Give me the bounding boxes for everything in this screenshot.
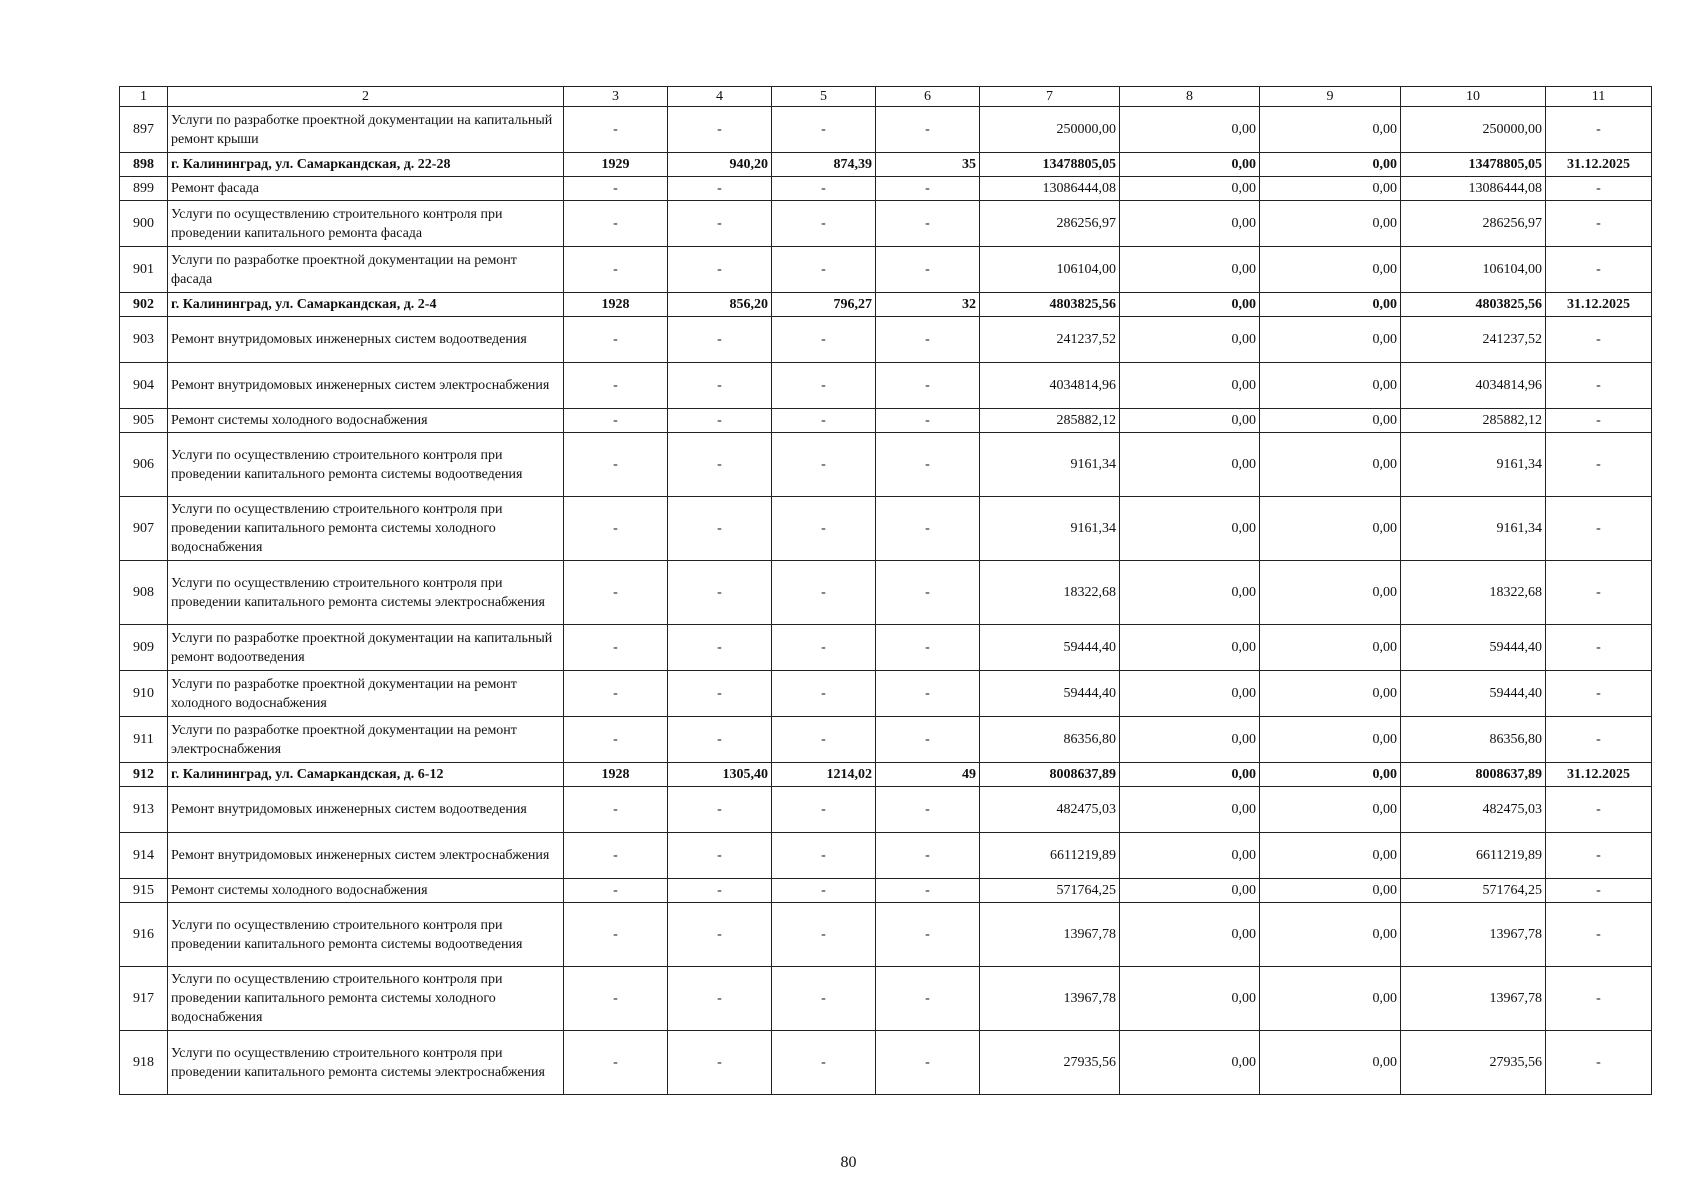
completion-date-cell: - <box>1546 497 1652 561</box>
area-total-cell: - <box>668 363 772 409</box>
area-total-cell: - <box>668 787 772 833</box>
row-number-cell: 897 <box>120 107 168 153</box>
cost-other-cell: 0,00 <box>1260 671 1401 717</box>
cost-other-cell: 0,00 <box>1260 409 1401 433</box>
cost-capital-repair-cell: 4803825,56 <box>1401 293 1546 317</box>
cost-fund-cell: 0,00 <box>1120 903 1260 967</box>
residents-cell: - <box>876 787 980 833</box>
table-row <box>120 1031 1652 1095</box>
area-total-cell: - <box>668 409 772 433</box>
description-cell: Услуги по осуществлению строительного контроля при проведении капитального ремонта системы холодного водоснабжения <box>168 497 564 561</box>
column-number-row <box>120 87 1652 107</box>
cost-capital-repair-cell: 285882,12 <box>1401 409 1546 433</box>
residents-cell: - <box>876 967 980 1031</box>
cost-total-cell: 4803825,56 <box>980 293 1120 317</box>
cost-fund-cell: 0,00 <box>1120 201 1260 247</box>
cost-other-cell: 0,00 <box>1260 247 1401 293</box>
cost-capital-repair-cell: 13967,78 <box>1401 903 1546 967</box>
description-cell: Ремонт внутридомовых инженерных систем электроснабжения <box>168 363 564 409</box>
completion-date-cell: - <box>1546 787 1652 833</box>
area-total-cell: - <box>668 671 772 717</box>
completion-date-cell: - <box>1546 363 1652 409</box>
cost-other-cell: 0,00 <box>1260 433 1401 497</box>
cost-total-cell: 285882,12 <box>980 409 1120 433</box>
area-living-cell: 1214,02 <box>772 763 876 787</box>
year-cell: - <box>564 201 668 247</box>
year-cell: 1928 <box>564 763 668 787</box>
cost-fund-cell: 0,00 <box>1120 107 1260 153</box>
description-cell: Услуги по осуществлению строительного контроля при проведении капитального ремонта системы водоотведения <box>168 433 564 497</box>
cost-other-cell: 0,00 <box>1260 107 1401 153</box>
area-living-cell: - <box>772 497 876 561</box>
table-row <box>120 409 1652 433</box>
cost-capital-repair-cell: 8008637,89 <box>1401 763 1546 787</box>
cost-fund-cell: 0,00 <box>1120 153 1260 177</box>
cost-fund-cell: 0,00 <box>1120 497 1260 561</box>
row-number-cell: 902 <box>120 293 168 317</box>
area-total-cell: 856,20 <box>668 293 772 317</box>
row-number-cell: 907 <box>120 497 168 561</box>
area-living-cell: - <box>772 833 876 879</box>
area-total-cell: - <box>668 497 772 561</box>
row-number-cell: 908 <box>120 561 168 625</box>
cost-total-cell: 4034814,96 <box>980 363 1120 409</box>
description-cell: г. Калининград, ул. Самаркандская, д. 22-28 <box>168 153 564 177</box>
area-total-cell: 940,20 <box>668 153 772 177</box>
description-cell: Услуги по осуществлению строительного контроля при проведении капитального ремонта фасада <box>168 201 564 247</box>
row-number-cell: 909 <box>120 625 168 671</box>
description-cell: Услуги по разработке проектной документации на ремонт электроснабжения <box>168 717 564 763</box>
description-cell: Услуги по осуществлению строительного контроля при проведении капитального ремонта системы электроснабжения <box>168 561 564 625</box>
cost-fund-cell: 0,00 <box>1120 317 1260 363</box>
year-cell: - <box>564 409 668 433</box>
table-row <box>120 787 1652 833</box>
row-number-cell: 910 <box>120 671 168 717</box>
year-cell: - <box>564 177 668 201</box>
cost-capital-repair-cell: 59444,40 <box>1401 625 1546 671</box>
row-number-cell: 918 <box>120 1031 168 1095</box>
works-table <box>119 86 1652 1095</box>
year-cell: 1929 <box>564 153 668 177</box>
table-row <box>120 107 1652 153</box>
description-cell: г. Калининград, ул. Самаркандская, д. 2-4 <box>168 293 564 317</box>
area-total-cell: - <box>668 833 772 879</box>
area-living-cell: - <box>772 967 876 1031</box>
completion-date-cell: - <box>1546 879 1652 903</box>
cost-other-cell: 0,00 <box>1260 1031 1401 1095</box>
completion-date-cell: - <box>1546 903 1652 967</box>
area-living-cell: - <box>772 625 876 671</box>
cost-total-cell: 106104,00 <box>980 247 1120 293</box>
cost-other-cell: 0,00 <box>1260 879 1401 903</box>
cost-total-cell: 86356,80 <box>980 717 1120 763</box>
address-row <box>120 763 1652 787</box>
cost-total-cell: 241237,52 <box>980 317 1120 363</box>
cost-other-cell: 0,00 <box>1260 293 1401 317</box>
area-living-cell: - <box>772 433 876 497</box>
residents-cell: - <box>876 409 980 433</box>
area-total-cell: - <box>668 177 772 201</box>
year-cell: - <box>564 967 668 1031</box>
table-row <box>120 433 1652 497</box>
area-living-cell: - <box>772 1031 876 1095</box>
completion-date-cell: - <box>1546 409 1652 433</box>
cost-capital-repair-cell: 9161,34 <box>1401 497 1546 561</box>
table-row <box>120 717 1652 763</box>
description-cell: Ремонт системы холодного водоснабжения <box>168 409 564 433</box>
area-living-cell: - <box>772 317 876 363</box>
description-cell: Ремонт внутридомовых инженерных систем электроснабжения <box>168 833 564 879</box>
col-num-4: 4 <box>668 87 772 107</box>
col-num-8: 8 <box>1120 87 1260 107</box>
cost-capital-repair-cell: 13086444,08 <box>1401 177 1546 201</box>
residents-cell: 35 <box>876 153 980 177</box>
cost-fund-cell: 0,00 <box>1120 717 1260 763</box>
cost-total-cell: 59444,40 <box>980 671 1120 717</box>
area-living-cell: 796,27 <box>772 293 876 317</box>
year-cell: - <box>564 107 668 153</box>
area-living-cell: - <box>772 177 876 201</box>
year-cell: - <box>564 497 668 561</box>
cost-total-cell: 482475,03 <box>980 787 1120 833</box>
row-number-cell: 915 <box>120 879 168 903</box>
cost-other-cell: 0,00 <box>1260 787 1401 833</box>
description-cell: Ремонт внутридомовых инженерных систем водоотведения <box>168 787 564 833</box>
table-row <box>120 833 1652 879</box>
area-total-cell: - <box>668 561 772 625</box>
cost-other-cell: 0,00 <box>1260 717 1401 763</box>
completion-date-cell: - <box>1546 561 1652 625</box>
cost-capital-repair-cell: 482475,03 <box>1401 787 1546 833</box>
row-number-cell: 904 <box>120 363 168 409</box>
area-living-cell: - <box>772 107 876 153</box>
area-living-cell: - <box>772 903 876 967</box>
col-num-2: 2 <box>168 87 564 107</box>
cost-capital-repair-cell: 86356,80 <box>1401 717 1546 763</box>
residents-cell: - <box>876 561 980 625</box>
year-cell: - <box>564 879 668 903</box>
cost-fund-cell: 0,00 <box>1120 177 1260 201</box>
col-num-11: 11 <box>1546 87 1652 107</box>
area-living-cell: - <box>772 671 876 717</box>
completion-date-cell: - <box>1546 1031 1652 1095</box>
area-living-cell: - <box>772 409 876 433</box>
area-living-cell: - <box>772 717 876 763</box>
cost-total-cell: 9161,34 <box>980 497 1120 561</box>
completion-date-cell: 31.12.2025 <box>1546 293 1652 317</box>
table-row <box>120 497 1652 561</box>
cost-capital-repair-cell: 27935,56 <box>1401 1031 1546 1095</box>
residents-cell: - <box>876 717 980 763</box>
row-number-cell: 900 <box>120 201 168 247</box>
cost-capital-repair-cell: 59444,40 <box>1401 671 1546 717</box>
cost-capital-repair-cell: 18322,68 <box>1401 561 1546 625</box>
table-row <box>120 561 1652 625</box>
area-total-cell: - <box>668 717 772 763</box>
table-row <box>120 903 1652 967</box>
table-row <box>120 201 1652 247</box>
cost-capital-repair-cell: 250000,00 <box>1401 107 1546 153</box>
row-number-cell: 917 <box>120 967 168 1031</box>
year-cell: - <box>564 433 668 497</box>
row-number-cell: 901 <box>120 247 168 293</box>
completion-date-cell: - <box>1546 717 1652 763</box>
row-number-cell: 914 <box>120 833 168 879</box>
cost-capital-repair-cell: 571764,25 <box>1401 879 1546 903</box>
cost-fund-cell: 0,00 <box>1120 247 1260 293</box>
residents-cell: - <box>876 177 980 201</box>
year-cell: - <box>564 625 668 671</box>
year-cell: - <box>564 561 668 625</box>
cost-total-cell: 6611219,89 <box>980 833 1120 879</box>
description-cell: Ремонт внутридомовых инженерных систем водоотведения <box>168 317 564 363</box>
area-total-cell: - <box>668 247 772 293</box>
residents-cell: - <box>876 879 980 903</box>
cost-total-cell: 13967,78 <box>980 967 1120 1031</box>
cost-other-cell: 0,00 <box>1260 833 1401 879</box>
completion-date-cell: - <box>1546 107 1652 153</box>
table-row <box>120 247 1652 293</box>
cost-other-cell: 0,00 <box>1260 317 1401 363</box>
area-living-cell: 874,39 <box>772 153 876 177</box>
description-cell: Услуги по осуществлению строительного контроля при проведении капитального ремонта системы электроснабжения <box>168 1031 564 1095</box>
completion-date-cell: - <box>1546 833 1652 879</box>
row-number-cell: 903 <box>120 317 168 363</box>
cost-other-cell: 0,00 <box>1260 763 1401 787</box>
year-cell: - <box>564 247 668 293</box>
cost-fund-cell: 0,00 <box>1120 879 1260 903</box>
completion-date-cell: - <box>1546 671 1652 717</box>
cost-other-cell: 0,00 <box>1260 363 1401 409</box>
year-cell: - <box>564 717 668 763</box>
cost-other-cell: 0,00 <box>1260 967 1401 1031</box>
description-cell: г. Калининград, ул. Самаркандская, д. 6-12 <box>168 763 564 787</box>
cost-other-cell: 0,00 <box>1260 153 1401 177</box>
area-total-cell: - <box>668 317 772 363</box>
cost-other-cell: 0,00 <box>1260 561 1401 625</box>
row-number-cell: 898 <box>120 153 168 177</box>
year-cell: 1928 <box>564 293 668 317</box>
cost-fund-cell: 0,00 <box>1120 433 1260 497</box>
row-number-cell: 905 <box>120 409 168 433</box>
cost-capital-repair-cell: 286256,97 <box>1401 201 1546 247</box>
table-row <box>120 879 1652 903</box>
col-num-5: 5 <box>772 87 876 107</box>
description-cell: Услуги по разработке проектной документации на ремонт холодного водоснабжения <box>168 671 564 717</box>
residents-cell: - <box>876 903 980 967</box>
row-number-cell: 913 <box>120 787 168 833</box>
residents-cell: - <box>876 107 980 153</box>
cost-fund-cell: 0,00 <box>1120 561 1260 625</box>
cost-fund-cell: 0,00 <box>1120 967 1260 1031</box>
cost-capital-repair-cell: 9161,34 <box>1401 433 1546 497</box>
residents-cell: - <box>876 671 980 717</box>
cost-fund-cell: 0,00 <box>1120 293 1260 317</box>
area-total-cell: 1305,40 <box>668 763 772 787</box>
year-cell: - <box>564 1031 668 1095</box>
residents-cell: - <box>876 433 980 497</box>
table-row <box>120 177 1652 201</box>
table-row <box>120 967 1652 1031</box>
cost-total-cell: 13478805,05 <box>980 153 1120 177</box>
cost-fund-cell: 0,00 <box>1120 363 1260 409</box>
residents-cell: - <box>876 497 980 561</box>
description-cell: Услуги по осуществлению строительного контроля при проведении капитального ремонта системы водоотведения <box>168 903 564 967</box>
completion-date-cell: - <box>1546 317 1652 363</box>
description-cell: Услуги по разработке проектной документации на капитальный ремонт водоотведения <box>168 625 564 671</box>
cost-other-cell: 0,00 <box>1260 177 1401 201</box>
cost-capital-repair-cell: 13478805,05 <box>1401 153 1546 177</box>
cost-capital-repair-cell: 4034814,96 <box>1401 363 1546 409</box>
address-row <box>120 153 1652 177</box>
table-row <box>120 671 1652 717</box>
area-living-cell: - <box>772 561 876 625</box>
cost-fund-cell: 0,00 <box>1120 787 1260 833</box>
year-cell: - <box>564 787 668 833</box>
completion-date-cell: - <box>1546 433 1652 497</box>
residents-cell: - <box>876 1031 980 1095</box>
description-cell: Услуги по разработке проектной документации на капитальный ремонт крыши <box>168 107 564 153</box>
residents-cell: 32 <box>876 293 980 317</box>
cost-other-cell: 0,00 <box>1260 201 1401 247</box>
year-cell: - <box>564 317 668 363</box>
completion-date-cell: - <box>1546 625 1652 671</box>
description-cell: Ремонт системы холодного водоснабжения <box>168 879 564 903</box>
area-total-cell: - <box>668 903 772 967</box>
col-num-6: 6 <box>876 87 980 107</box>
cost-total-cell: 27935,56 <box>980 1031 1120 1095</box>
year-cell: - <box>564 833 668 879</box>
cost-total-cell: 13086444,08 <box>980 177 1120 201</box>
cost-capital-repair-cell: 6611219,89 <box>1401 833 1546 879</box>
page-number: 80 <box>840 1154 857 1171</box>
cost-other-cell: 0,00 <box>1260 625 1401 671</box>
residents-cell: - <box>876 201 980 247</box>
description-cell: Ремонт фасада <box>168 177 564 201</box>
cost-total-cell: 571764,25 <box>980 879 1120 903</box>
cost-total-cell: 59444,40 <box>980 625 1120 671</box>
col-num-7: 7 <box>980 87 1120 107</box>
residents-cell: - <box>876 363 980 409</box>
cost-other-cell: 0,00 <box>1260 903 1401 967</box>
area-total-cell: - <box>668 433 772 497</box>
area-total-cell: - <box>668 201 772 247</box>
row-number-cell: 916 <box>120 903 168 967</box>
cost-total-cell: 250000,00 <box>980 107 1120 153</box>
residents-cell: 49 <box>876 763 980 787</box>
completion-date-cell: - <box>1546 177 1652 201</box>
table-body <box>120 87 1652 1095</box>
area-total-cell: - <box>668 967 772 1031</box>
cost-capital-repair-cell: 241237,52 <box>1401 317 1546 363</box>
residents-cell: - <box>876 833 980 879</box>
year-cell: - <box>564 671 668 717</box>
area-total-cell: - <box>668 1031 772 1095</box>
cost-other-cell: 0,00 <box>1260 497 1401 561</box>
address-row <box>120 293 1652 317</box>
cost-capital-repair-cell: 106104,00 <box>1401 247 1546 293</box>
completion-date-cell: - <box>1546 967 1652 1031</box>
cost-total-cell: 9161,34 <box>980 433 1120 497</box>
year-cell: - <box>564 903 668 967</box>
cost-fund-cell: 0,00 <box>1120 833 1260 879</box>
completion-date-cell: 31.12.2025 <box>1546 153 1652 177</box>
cost-total-cell: 286256,97 <box>980 201 1120 247</box>
description-cell: Услуги по осуществлению строительного контроля при проведении капитального ремонта системы холодного водоснабжения <box>168 967 564 1031</box>
cost-fund-cell: 0,00 <box>1120 625 1260 671</box>
row-number-cell: 911 <box>120 717 168 763</box>
area-living-cell: - <box>772 787 876 833</box>
cost-capital-repair-cell: 13967,78 <box>1401 967 1546 1031</box>
row-number-cell: 899 <box>120 177 168 201</box>
row-number-cell: 912 <box>120 763 168 787</box>
residents-cell: - <box>876 247 980 293</box>
year-cell: - <box>564 363 668 409</box>
cost-fund-cell: 0,00 <box>1120 671 1260 717</box>
area-living-cell: - <box>772 363 876 409</box>
completion-date-cell: - <box>1546 201 1652 247</box>
cost-total-cell: 13967,78 <box>980 903 1120 967</box>
col-num-9: 9 <box>1260 87 1401 107</box>
cost-total-cell: 8008637,89 <box>980 763 1120 787</box>
col-num-10: 10 <box>1401 87 1546 107</box>
table-row <box>120 363 1652 409</box>
area-total-cell: - <box>668 879 772 903</box>
residents-cell: - <box>876 317 980 363</box>
area-living-cell: - <box>772 879 876 903</box>
table-row <box>120 625 1652 671</box>
cost-fund-cell: 0,00 <box>1120 1031 1260 1095</box>
table-row <box>120 317 1652 363</box>
residents-cell: - <box>876 625 980 671</box>
completion-date-cell: - <box>1546 247 1652 293</box>
row-number-cell: 906 <box>120 433 168 497</box>
description-cell: Услуги по разработке проектной документации на ремонт фасада <box>168 247 564 293</box>
cost-total-cell: 18322,68 <box>980 561 1120 625</box>
area-living-cell: - <box>772 247 876 293</box>
area-total-cell: - <box>668 625 772 671</box>
area-living-cell: - <box>772 201 876 247</box>
cost-fund-cell: 0,00 <box>1120 409 1260 433</box>
col-num-3: 3 <box>564 87 668 107</box>
completion-date-cell: 31.12.2025 <box>1546 763 1652 787</box>
col-num-1: 1 <box>120 87 168 107</box>
area-total-cell: - <box>668 107 772 153</box>
cost-fund-cell: 0,00 <box>1120 763 1260 787</box>
